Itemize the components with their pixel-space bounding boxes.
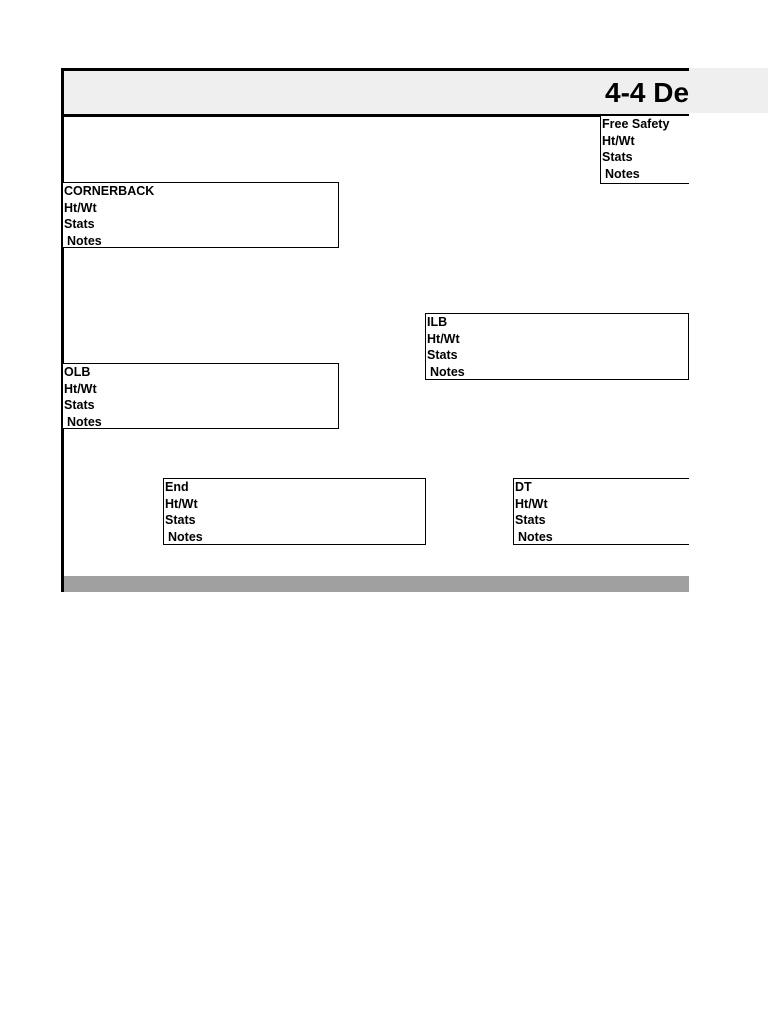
title-bar: [64, 71, 689, 117]
stats-label: Stats: [515, 513, 546, 527]
position-label: DT: [515, 480, 532, 494]
htwt-label: Ht/Wt: [427, 331, 460, 346]
htwt-label: Ht/Wt: [64, 200, 97, 215]
stats-label: Stats: [64, 398, 95, 412]
footer-bar: [64, 576, 689, 592]
position-label: ILB: [427, 315, 448, 329]
title-overflow-band: [689, 68, 768, 113]
position-label: OLB: [64, 365, 91, 379]
notes-label: Notes: [605, 166, 640, 181]
notes-label: Notes: [67, 414, 102, 429]
notes-label: Notes: [518, 529, 553, 544]
card-end: [163, 478, 426, 545]
htwt-label: Ht/Wt: [515, 496, 548, 511]
htwt-label: Ht/Wt: [64, 381, 97, 396]
position-label: CORNERBACK: [64, 184, 155, 198]
card-dt: [513, 478, 689, 545]
card-olb: [62, 363, 339, 429]
stats-label: Stats: [64, 217, 95, 231]
notes-label: Notes: [168, 529, 203, 544]
card-cornerback: [62, 182, 339, 248]
card-free-safety: [600, 116, 689, 184]
position-label: End: [165, 480, 189, 494]
position-label: Free Safety: [602, 117, 670, 131]
page-title: 4-4 De: [605, 77, 689, 108]
notes-label: Notes: [67, 233, 102, 248]
stats-label: Stats: [427, 348, 458, 362]
notes-label: Notes: [430, 364, 465, 379]
stats-label: Stats: [602, 150, 633, 164]
sheet-frame: [61, 68, 689, 592]
depth-chart-sheet: [61, 68, 689, 592]
htwt-label: Ht/Wt: [165, 496, 198, 511]
htwt-label: Ht/Wt: [602, 133, 635, 148]
stats-label: Stats: [165, 513, 196, 527]
card-ilb: [425, 313, 689, 380]
